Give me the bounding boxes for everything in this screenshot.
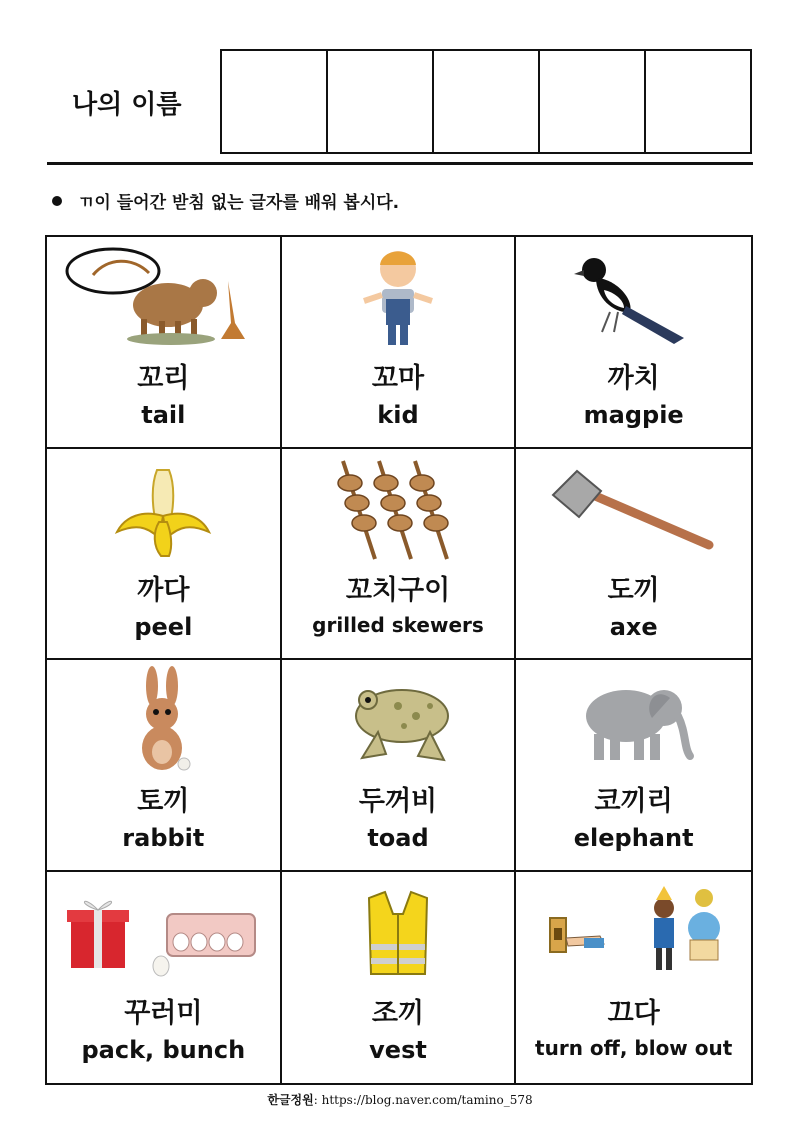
card-english: toad xyxy=(367,824,429,853)
vocab-card xyxy=(47,660,282,872)
cow-tail-icon xyxy=(47,243,280,353)
card-english: tail xyxy=(141,401,186,430)
vocab-card xyxy=(282,237,517,449)
name-box[interactable] xyxy=(434,51,540,152)
vocab-card xyxy=(47,872,282,1084)
card-english: grilled skewers xyxy=(312,612,484,637)
card-english: axe xyxy=(609,612,658,641)
footer xyxy=(0,1091,800,1108)
card-korean: 꾸러미 xyxy=(124,997,203,1029)
card-korean: 코끼리 xyxy=(594,786,673,817)
card-korean: 끄다 xyxy=(607,997,660,1029)
card-korean: 조끼 xyxy=(371,997,425,1029)
instruction-text: ㄲ이 들어간 받침 없는 글자를 배워 봅시다. xyxy=(78,193,400,213)
card-english: rabbit xyxy=(122,824,205,853)
card-korean: 꼬마 xyxy=(371,363,425,394)
name-box[interactable] xyxy=(646,51,750,152)
vest-icon xyxy=(282,878,515,988)
magpie-icon xyxy=(516,243,751,353)
card-korean: 두꺼비 xyxy=(358,786,438,817)
card-english: peel xyxy=(134,612,193,641)
vocab-card xyxy=(47,237,282,449)
elephant-icon xyxy=(516,666,751,776)
rabbit-icon xyxy=(47,666,280,776)
card-english: elephant xyxy=(573,824,694,853)
footer-url[interactable]: : https://blog.naver.com/tamino_578 xyxy=(313,1093,533,1107)
header-divider xyxy=(47,162,753,165)
card-korean: 까다 xyxy=(137,574,190,606)
vocab-card xyxy=(282,872,517,1084)
axe-icon xyxy=(516,455,751,565)
vocab-card xyxy=(516,660,751,872)
card-korean: 까치 xyxy=(607,363,660,394)
card-english: pack, bunch xyxy=(81,1035,246,1064)
card-korean: 꼬리 xyxy=(137,363,190,394)
vocab-card xyxy=(516,237,751,449)
card-english: kid xyxy=(377,401,419,430)
skewers-icon xyxy=(282,455,515,565)
bullet-icon xyxy=(52,196,62,206)
name-box[interactable] xyxy=(540,51,646,152)
name-label: 나의 이름 xyxy=(72,90,182,120)
name-boxes xyxy=(220,49,752,154)
vocab-card xyxy=(516,449,751,661)
instruction xyxy=(52,188,399,213)
card-korean: 토끼 xyxy=(137,786,190,817)
peeled-banana-icon xyxy=(47,455,280,565)
switch-and-candles-icon xyxy=(516,878,751,988)
vocab-card xyxy=(516,872,751,1084)
name-box[interactable] xyxy=(328,51,434,152)
footer-brand: 한글정원 xyxy=(267,1093,314,1107)
card-english: turn off, blow out xyxy=(535,1035,733,1060)
vocabulary-grid xyxy=(45,235,753,1085)
card-korean: 꼬치구이 xyxy=(345,574,451,606)
card-english: magpie xyxy=(583,401,684,430)
toad-icon xyxy=(282,666,515,776)
gift-and-eggs-icon xyxy=(47,878,280,988)
vocab-card xyxy=(47,449,282,661)
card-english: vest xyxy=(369,1035,427,1064)
card-korean: 도끼 xyxy=(607,574,660,606)
boy-icon xyxy=(282,243,515,353)
vocab-card xyxy=(282,660,517,872)
vocab-card xyxy=(282,449,517,661)
name-box[interactable] xyxy=(222,51,328,152)
